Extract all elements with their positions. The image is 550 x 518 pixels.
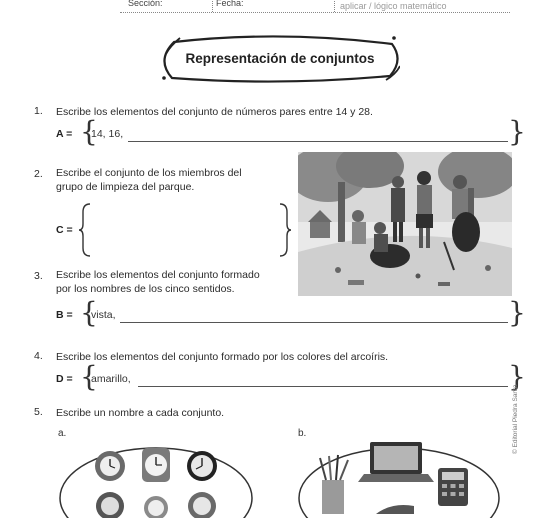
given-elements: 14, 16, [91,128,124,140]
brace-close-icon: } [508,115,526,148]
title-banner [160,34,400,84]
answer-area[interactable] [96,206,276,252]
clock-icon [187,451,217,481]
brace-open-icon: { [80,115,98,148]
office-items-set [296,440,502,518]
area-text: aplicar / lógico matemático [340,1,447,11]
copyright: © Editorial Piedra Santa [512,384,519,454]
set-label: A = [56,128,73,140]
answer-line[interactable] [128,141,508,142]
answer-line[interactable] [120,322,508,323]
header-divider [212,0,213,12]
given-elements: amarillo, [91,373,131,385]
question-text: Escribe un nombre a cada conjunto. [56,407,225,419]
question-text: Escribe los elementos del conjunto formado por los colores del arcoíris. [56,351,389,363]
page-title: Representación de conjuntos [185,51,375,66]
question-text-line2: por los nombres de los cinco sentidos. [56,283,235,295]
clock-icon [95,451,125,481]
question-number: 4. [34,350,43,362]
clock-icon [142,448,170,482]
question-text-line1: Escribe los elementos del conjunto formado [56,269,260,281]
date-label: Fecha: [216,0,244,8]
section-label: Sección: [128,0,163,8]
brace-open-icon: { [80,360,98,393]
subitem-label-b: b. [298,428,307,439]
set-label: B = [56,309,73,321]
question-number: 2. [34,168,43,180]
brace-close-icon [278,202,292,258]
question-number: 1. [34,105,43,117]
brace-open-icon [78,202,92,258]
brace-open-icon: { [80,296,98,329]
question-text-line2: grupo de limpieza del parque. [56,181,195,193]
subitem-label-a: a. [58,428,67,439]
question-number: 5. [34,406,43,418]
brace-close-icon: } [508,296,526,329]
clocks-set [56,440,256,518]
header-dotted-line [120,12,510,13]
answer-line[interactable] [138,386,508,387]
set-label: C = [56,224,73,236]
calculator-icon [438,468,468,506]
question-number: 3. [34,270,43,282]
header-divider [334,0,335,12]
given-elements: vista, [91,309,116,321]
set-label: D = [56,373,73,385]
brace-close-icon: } [508,360,526,393]
question-text-line1: Escribe el conjunto de los miembros del [56,167,242,179]
park-cleanup-illustration [298,152,512,296]
question-text: Escribe los elementos del conjunto de números pares entre 14 y 28. [56,106,373,118]
